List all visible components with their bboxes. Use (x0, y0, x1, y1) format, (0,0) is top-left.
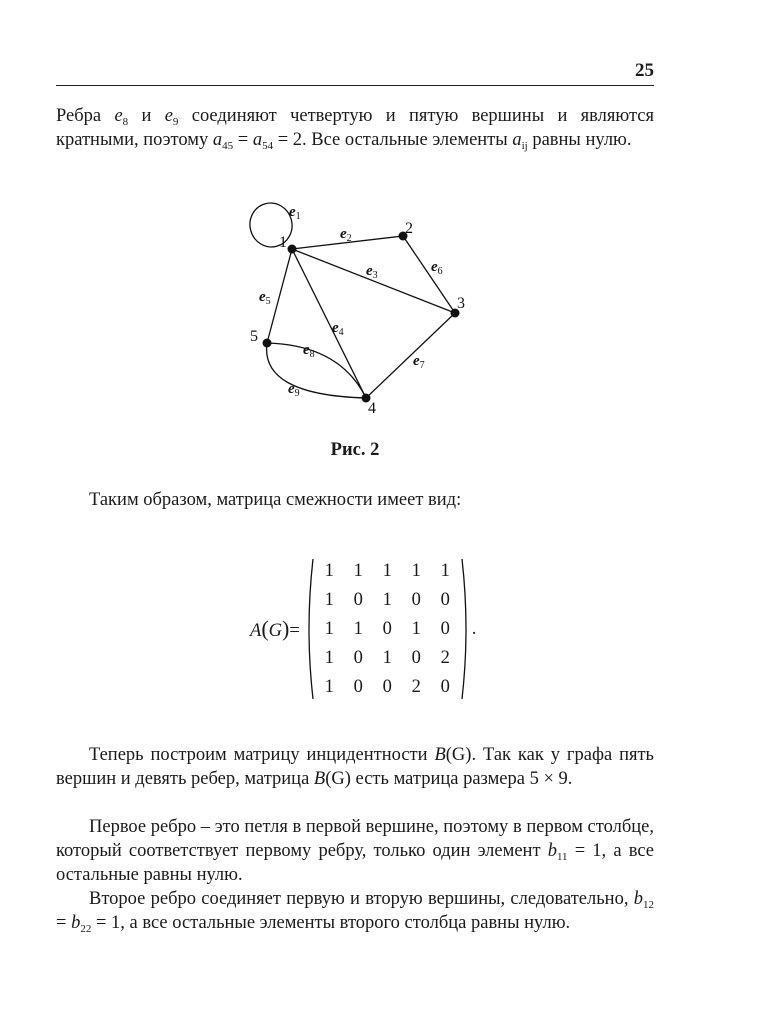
matrix-cell: 1 (382, 647, 392, 668)
matrix-cell: 0 (353, 676, 363, 697)
second-edge-paragraph (56, 887, 654, 935)
edge-e8 (267, 343, 366, 398)
a45-subscript: 45 (222, 140, 234, 152)
intro-paragraph (56, 104, 654, 152)
graph-figure (230, 195, 490, 425)
header-rule (56, 85, 654, 86)
matrix-grid (315, 557, 460, 702)
second-edge-text-3: = 1, а все остальные элементы второго столбца равны нулю. (91, 913, 571, 933)
edge-label-e8: $e_8$ (303, 342, 315, 360)
matrix-cell: 1 (411, 560, 421, 581)
matrix-cell: 1 (324, 589, 334, 610)
intro-text-5: = 2. Все остальные элементы (273, 130, 513, 150)
matrix-lhs-arg: G (268, 621, 283, 641)
adjacency-matrix (250, 555, 476, 703)
matrix-cell: 0 (411, 647, 421, 668)
a54-subscript: 54 (262, 140, 274, 152)
matrix-intro: Таким образом, матрица смежности имеет вид: (89, 490, 462, 510)
first-edge-text-1: Первое ребро – это петля в первой вершине, поэтому в первом столбце, который соответствует первому ребру, только один элемент (56, 817, 654, 861)
matrix-equals: = (289, 621, 300, 641)
vertex-5 (263, 339, 272, 348)
b22-symbol: b (71, 913, 81, 933)
matrix-cell: 1 (382, 589, 392, 610)
intro-text-2: и (128, 106, 165, 126)
e8-subscript: 8 (122, 116, 129, 128)
edge-label-e1: $e_1$ (289, 204, 301, 222)
vertex-1 (288, 245, 297, 254)
edge-e7 (366, 313, 455, 398)
matrix-lhs (250, 616, 300, 642)
aij-symbol: a (512, 130, 522, 150)
edge-label-e7: $e_7$ (413, 353, 425, 371)
page-number: 25 (635, 60, 654, 81)
matrix-cell: 0 (440, 618, 450, 639)
edge-label-e3: $e_3$ (366, 263, 378, 281)
b12-symbol: b (633, 889, 643, 909)
vertex-label-1: 1 (279, 234, 287, 251)
edge-e6 (403, 236, 455, 313)
a45-symbol: a (212, 130, 223, 150)
figure-caption: Рис. 2 (330, 440, 380, 460)
matrix-cell: 1 (411, 618, 421, 639)
matrix-cell: 2 (440, 647, 450, 668)
incidence-paragraph (56, 743, 654, 791)
matrix-right-bracket (461, 557, 471, 701)
incidence-text-3: есть матрица размера 5 × 9. (350, 769, 573, 789)
intro-text-6: равны нулю. (527, 130, 632, 150)
edge-e9 (267, 343, 366, 398)
second-edge-text-2: = (56, 913, 72, 933)
matrix-cell: 1 (440, 560, 450, 581)
e9-symbol: e (164, 106, 173, 126)
intro-text-4: = (233, 130, 253, 150)
matrix-cell: 0 (382, 618, 392, 639)
aij-subscript: ij (521, 140, 528, 152)
b11-symbol: b (547, 841, 557, 861)
edge-e5 (267, 249, 292, 343)
matrix-cell: 1 (353, 618, 363, 639)
vertex-label-3: 3 (457, 295, 465, 312)
edge-label-e2: $e_2$ (340, 226, 352, 244)
first-edge-paragraph (56, 815, 654, 887)
matrix-cell: 0 (440, 676, 450, 697)
incidence-text-2: . Так как у графа пять вершин и девять ребер, матрица (56, 745, 654, 789)
matrix-lhs-open-paren: ( (261, 616, 269, 641)
incidence-b2-symbol: B (313, 769, 326, 789)
matrix-cell: 1 (324, 647, 334, 668)
edge-label-e6: $e_6$ (431, 259, 443, 277)
edge-e4 (292, 249, 366, 398)
vertex-label-5: 5 (250, 328, 258, 345)
matrix-lhs-close-paren: ) (282, 616, 290, 641)
incidence-b1-arg: (G) (445, 745, 472, 765)
first-edge-text-2: = 1, а все остальные равны нулю. (56, 841, 654, 885)
e9-subscript: 9 (172, 116, 179, 128)
matrix-period: . (471, 618, 477, 639)
matrix-cell: 2 (411, 676, 421, 697)
intro-text-3: соединяют четвертую и пятую вершины и являются кратными, поэтому (56, 106, 655, 150)
edge-label-e5: $e_5$ (259, 289, 271, 307)
intro-text-1: Ребра (56, 106, 115, 126)
matrix-cell: 1 (324, 676, 334, 697)
matrix-cell: 1 (382, 560, 392, 581)
matrix-left-bracket (304, 557, 314, 701)
vertex-label-4: 4 (368, 400, 376, 417)
matrix-cell: 1 (353, 560, 363, 581)
edge-label-e9: $e_9$ (288, 381, 300, 399)
incidence-text-1: Теперь построим матрицу инцидентности (89, 745, 435, 765)
matrix-cell: 1 (324, 560, 334, 581)
vertex-label-2: 2 (405, 220, 413, 237)
matrix-cell: 0 (353, 647, 363, 668)
a54-symbol: a (252, 130, 263, 150)
incidence-b1-symbol: B (434, 745, 446, 765)
b12-subscript: 12 (643, 899, 654, 911)
matrix-cell: 0 (440, 589, 450, 610)
matrix-cell: 1 (324, 618, 334, 639)
second-edge-text-1: Второе ребро соединяет первую и вторую вершины, следовательно, (89, 889, 634, 909)
e8-symbol: e (114, 106, 123, 126)
matrix-cell: 0 (411, 589, 421, 610)
matrix-cell: 0 (353, 589, 363, 610)
b22-subscript: 22 (80, 923, 92, 935)
matrix-cell: 0 (382, 676, 392, 697)
incidence-b2-arg: (G) (325, 769, 351, 789)
b11-subscript: 11 (556, 851, 568, 863)
edge-label-e4: $e_4$ (332, 320, 344, 338)
matrix-lhs-symbol: A (250, 621, 262, 641)
